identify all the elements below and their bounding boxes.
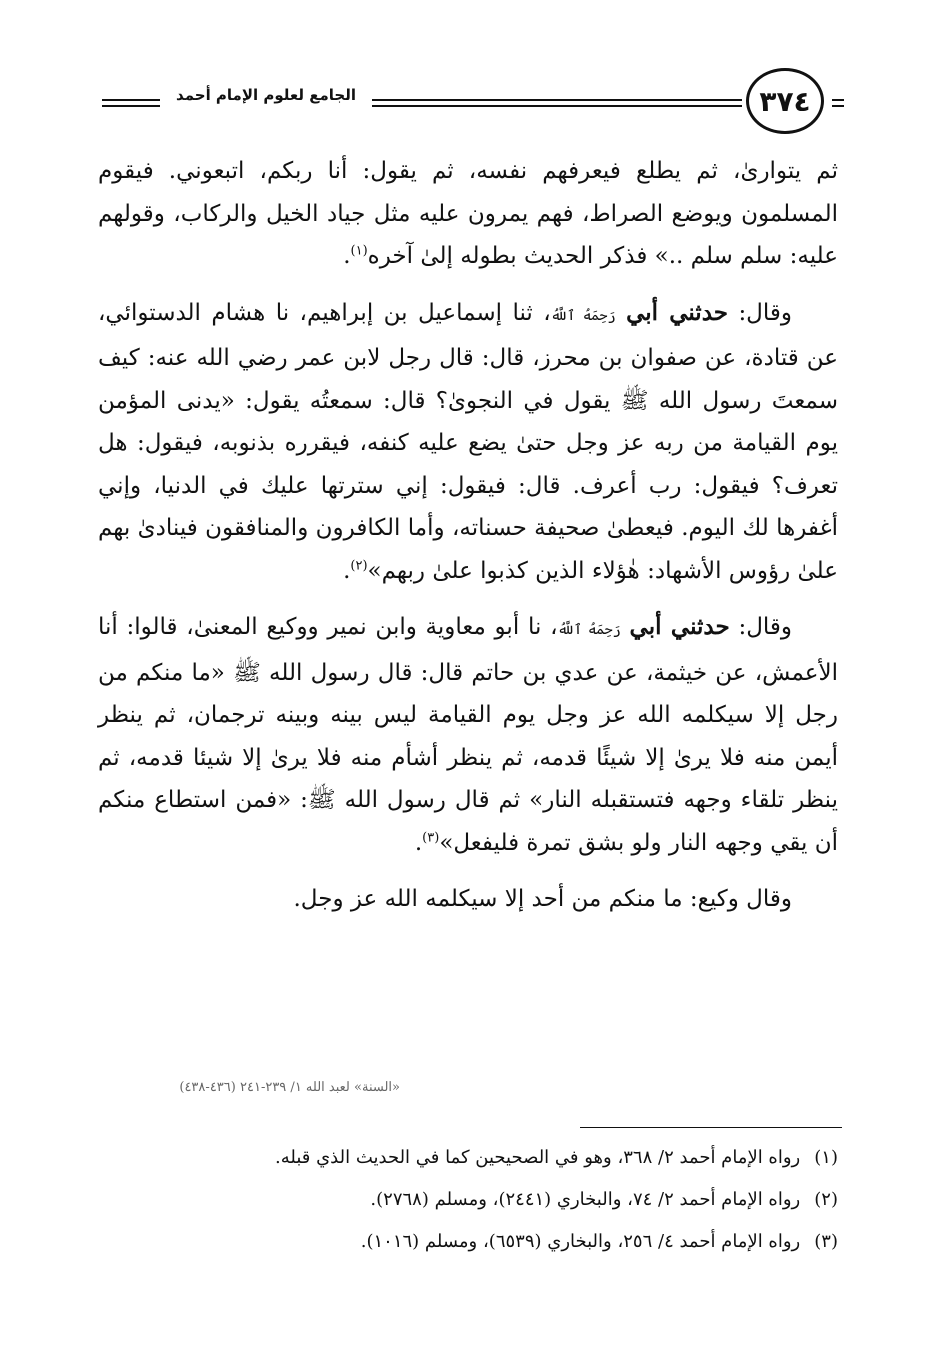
- honorific-ligature: رَحِمَهُ ٱللَّهُ: [550, 307, 616, 324]
- header-rule-right: [832, 99, 844, 107]
- paragraph-2-text: ، ثنا إسماعيل بن إبراهيم، نا هشام الدستوائي، عن قتادة، عن صفوان بن محرز، قال: قال رجل لابن عمر رضي الله عنه: كيف سمعتَ رسول الله ﷺ يقول في النجوىٰ؟ قال: سمعتُه يقول: «يدنى المؤمن يوم القيامة من ربه عز وجل حتىٰ يضع عليه كنفه، فيقرره بذنوبه، فيقول: هل تعرف؟ فيقول: رب أعرف. قال: فيقول: إني سترتها عليك في الدنيا، وإني أغفرها لك اليوم. فيعطىٰ صحيفة حسناته، وأما الكافرون والمنافقون فينادىٰ بهم علىٰ رؤوس الأشهاد: هٰؤلاء الذين كذبوا علىٰ ربهم»: [98, 299, 838, 584]
- footnote-text: رواه الإمام أحمد ٢/ ٧٤، والبخاري (٢٤٤١)، ومسلم (٢٧٦٨).: [370, 1189, 801, 1210]
- footnote-ref-3: (٣): [422, 829, 440, 845]
- footnote-3: [98, 1221, 838, 1263]
- honorific-ligature: رَحِمَهُ ٱللَّهُ: [557, 622, 621, 638]
- paragraph-4: وقال وكيع: ما منكم من أحد إلا سيكلمه الله عز وجل.: [293, 886, 792, 912]
- footnotes: [98, 1137, 838, 1263]
- footnote-number: (٢): [814, 1189, 838, 1210]
- footnote-number: (٣): [814, 1231, 838, 1252]
- paragraph-2-intro: وقال:: [738, 299, 793, 326]
- footnote-text: رواه الإمام أحمد ٢/ ٣٦٨، وهو في الصحيحين كما في الحديث الذي قبله.: [274, 1147, 801, 1168]
- header-rule-left: [102, 99, 160, 107]
- paragraph-3-narrator: حدثني أبي: [629, 613, 730, 640]
- footnote-ref-1: (١): [350, 243, 368, 259]
- header-rule-middle: [372, 99, 742, 107]
- paragraph-2: وقال: حدثني أبي رَحِمَهُ ٱللَّهُ، ثنا إسماعيل بن إبراهيم، نا هشام الدستوائي، عن قتادة، عن صفوان بن محرز، قال: قال رجل لابن عمر رضي الله عنه: كيف سمعتَ رسول الله ﷺ يقول في النجوىٰ؟ قال: سمعتُه يقول: «يدنى المؤمن يوم القيامة من ربه عز وجل حتىٰ يضع عليه كنفه، فيقرره بذنوبه، فيقول: هل تعرف؟ فيقول: رب أعرف. قال: فيقول: إني سترتها عليك في الدنيا، وإني أغفرها لك اليوم. فيعطىٰ صحيفة حسناته، وأما الكافرون والمنافقون فينادىٰ بهم علىٰ رؤوس الأشهاد: هٰؤلاء الذين كذبوا علىٰ ربهم»$^{(٢)}$.: [98, 298, 838, 584]
- footnote-text: رواه الإمام أحمد ٤/ ٢٥٦، والبخاري (٦٥٣٩)، ومسلم (١٠١٦).: [360, 1231, 801, 1252]
- paragraph-3: وقال: حدثني أبي رَحِمَهُ ٱللَّهُ، نا أبو معاوية وابن نمير ووكيع المعنىٰ، قالوا: أنا الأعمش، عن خيثمة، عن عدي بن حاتم قال: قال رسول الله ﷺ «ما منكم من رجل إلا سيكلمه الله عز وجل يوم القيامة ليس بينه وبينه ترجمان، ثم ينظر أيمن منه فلا يرىٰ إلا شيئًا قدمه، ثم ينظر أشأم منه فلا يرىٰ إلا شيئا قدمه، ثم ينظر تلقاء وجهه فتستقبله النار» ثم قال رسول الله ﷺ: «فمن استطاع منكم أن يقي وجهه النار ولو بشق تمرة فليفعل»$^{(٣)}$.: [98, 613, 838, 856]
- page-header: [100, 68, 845, 138]
- footnote-2: [98, 1179, 838, 1221]
- footnote-number: (١): [814, 1147, 838, 1168]
- paragraph-2-narrator: حدثني أبي: [626, 298, 728, 326]
- book-title: الجامع لعلوم الإمام أحمد: [176, 86, 356, 104]
- paragraph-3-text: ، نا أبو معاوية وابن نمير ووكيع المعنىٰ، قالوا: أنا الأعمش، عن خيثمة، عن عدي بن حاتم قال: قال رسول الله ﷺ «ما منكم من رجل إلا سيكلمه الله عز وجل يوم القيامة ليس بينه وبينه ترجمان، ثم ينظر أيمن منه فلا يرىٰ إلا شيئًا قدمه، ثم ينظر أشأم منه فلا يرىٰ إلا شيئا قدمه، ثم ينظر تلقاء وجهه فتستقبله النار» ثم قال رسول الله ﷺ: «فمن استطاع منكم أن يقي وجهه النار ولو بشق تمرة فليفعل»: [98, 614, 838, 856]
- paragraph-1: ثم يتوارىٰ، ثم يطلع فيعرفهم نفسه، ثم يقول: أنا ربكم، اتبعوني. فيقوم المسلمون ويوضع الصراط، فهم يمرون عليه مثل جياد الخيل والركاب، وقولهم عليه: سلم سلم ..» فذكر الحديث بطوله إلىٰ آخره$^{(١)}$.: [98, 158, 838, 269]
- footnote-divider: [580, 1127, 842, 1128]
- page-number: ٣٧٤: [746, 68, 824, 134]
- footnote-1: [98, 1137, 838, 1179]
- main-text: [98, 150, 838, 921]
- paragraph-3-intro: وقال:: [738, 614, 793, 640]
- paragraph-1-text: ثم يتوارىٰ، ثم يطلع فيعرفهم نفسه، ثم يقول: أنا ربكم، اتبعوني. فيقوم المسلمون ويوضع الصراط، فهم يمرون عليه مثل جياد الخيل والركاب، وقولهم عليه: سلم سلم ..» فذكر الحديث بطوله إلىٰ آخره: [98, 158, 838, 269]
- source-note: «السنة» لعبد الله ١/ ٢٣٩-٢٤١ (٤٣٦-٤٣٨): [179, 1080, 400, 1095]
- footnote-ref-2: (٢): [350, 557, 368, 573]
